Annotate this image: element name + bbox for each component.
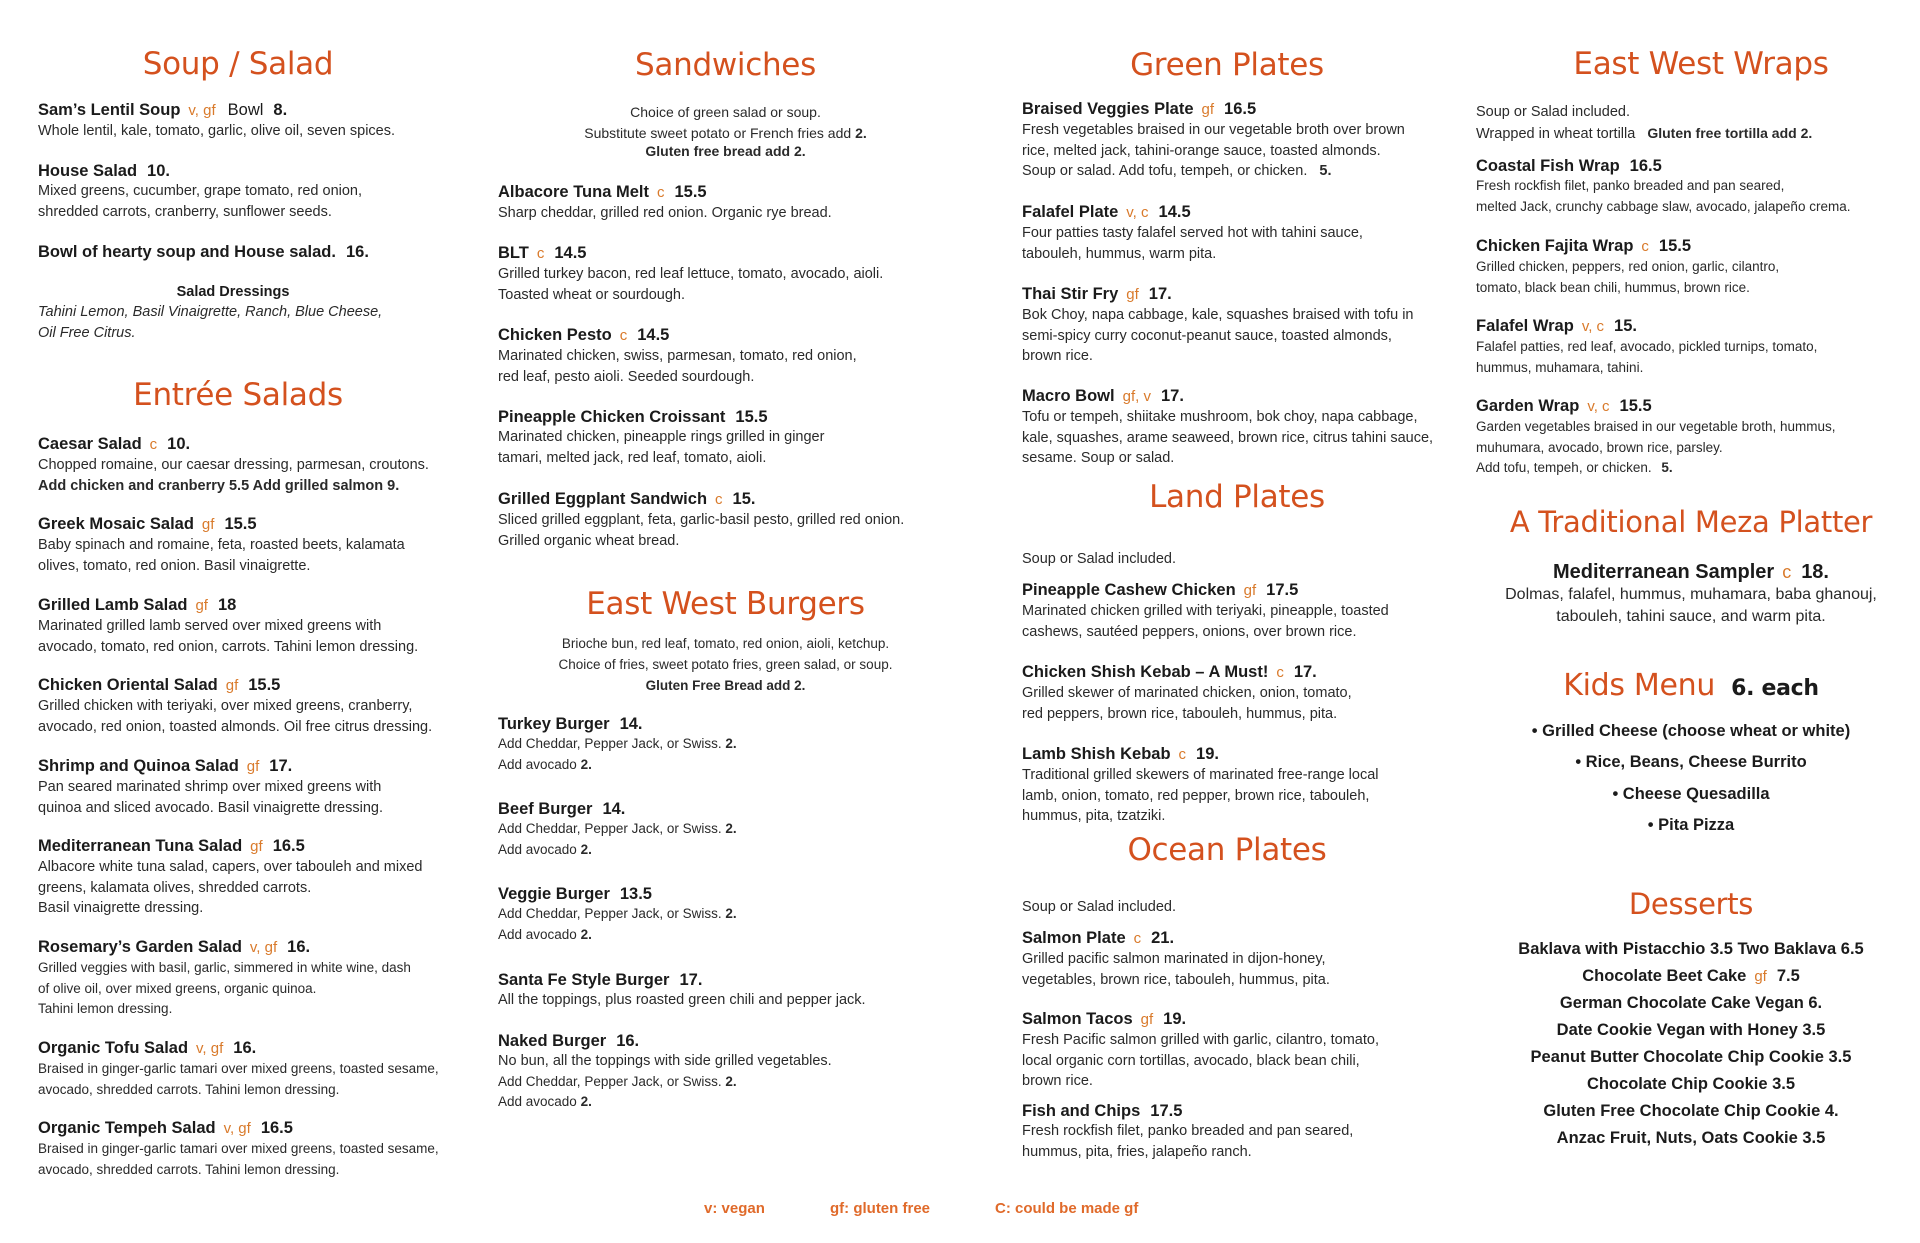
- diet-tag: c: [1178, 746, 1187, 763]
- item-desc: tabouleh, hummus, warm pita.: [1022, 245, 1217, 262]
- addon-price: 2.: [725, 821, 737, 836]
- item-price: 17.5: [1266, 581, 1299, 599]
- item-desc: Albacore white tuna salad, capers, over tabouleh and mixed: [38, 859, 423, 875]
- item-desc: avocado, shredded carrots. Tahini lemon dressing.: [38, 1161, 340, 1177]
- item-price: 15.: [732, 490, 756, 508]
- item-price: 10.: [167, 435, 191, 453]
- menu-item: [498, 407, 953, 468]
- item-price: 15.5: [1619, 397, 1652, 415]
- item-price: 17.: [1148, 285, 1172, 303]
- menu-item: [1476, 396, 1906, 479]
- addon-price: 2.: [580, 1094, 592, 1109]
- item-desc: Add tofu, tempeh, or chicken.: [1476, 460, 1652, 475]
- kids-item: • Grilled Cheese (choose wheat or white): [1531, 722, 1851, 740]
- item-price: 13.5: [619, 885, 652, 903]
- diet-tag: c: [1276, 664, 1284, 681]
- item-desc: Add Cheddar, Pepper Jack, or Swiss.: [498, 906, 722, 921]
- item-price: 14.5: [554, 244, 587, 262]
- menu-item: [1022, 1009, 1442, 1092]
- menu-item: [498, 799, 953, 860]
- item-desc: Add Cheddar, Pepper Jack, or Swiss.: [498, 821, 722, 836]
- burgers-note: [498, 633, 953, 696]
- item-name: Chicken Fajita Wrap: [1476, 237, 1634, 255]
- diet-tag: c: [149, 436, 158, 453]
- diet-tag: gf: [1140, 1011, 1154, 1028]
- soup-salad-title: Soup / Salad: [142, 46, 334, 82]
- note-price: 2.: [855, 125, 867, 141]
- item-name: Braised Veggies Plate: [1022, 100, 1194, 118]
- menu-item: [1022, 1101, 1442, 1162]
- diet-tag: gf: [225, 677, 239, 694]
- note-line: Substitute sweet potato or French fries add: [584, 125, 852, 141]
- item-desc: Marinated chicken grilled with teriyaki, pineapple, toasted: [1022, 603, 1389, 619]
- addon-price: 5.: [1319, 163, 1332, 179]
- item-name: Veggie Burger: [498, 885, 610, 903]
- item-name: House Salad: [38, 162, 138, 180]
- item-desc: sesame. Soup or salad.: [1022, 450, 1175, 466]
- menu-item: [1022, 744, 1442, 827]
- item-desc: vegetables, brown rice, tabouleh, hummus, pita.: [1022, 971, 1330, 988]
- diet-tag: c: [1641, 238, 1649, 255]
- item-desc: quinoa and sliced avocado. Basil vinaigrette dressing.: [38, 799, 383, 816]
- item-desc: Marinated chicken, pineapple rings grilled in ginger: [498, 429, 825, 445]
- menu-item: [38, 434, 458, 496]
- menu-item: [1022, 928, 1442, 990]
- menu-item: [1022, 99, 1442, 182]
- diet-tag: gf: [195, 597, 208, 614]
- dessert-item: Chocolate Chip Cookie 3.5: [1586, 1075, 1796, 1093]
- menu-item: [1022, 580, 1442, 642]
- menu-item: [498, 489, 953, 551]
- item-name: Albacore Tuna Melt: [498, 183, 649, 201]
- burgers-title: East West Burgers: [586, 586, 865, 622]
- menu-item: [1022, 386, 1442, 469]
- item-desc: Sharp cheddar, grilled red onion. Organic rye bread.: [498, 205, 832, 221]
- item-price: 16.: [233, 1039, 257, 1057]
- sandwiches-title: Sandwiches: [635, 47, 816, 83]
- item-desc: Grilled chicken with teriyaki, over mixed greens, cranberry,: [38, 698, 413, 714]
- addon-price: 2.: [725, 906, 737, 921]
- item-desc: Garden vegetables braised in our vegetable broth, hummus,: [1476, 419, 1836, 434]
- menu-item: [38, 514, 458, 576]
- dessert-item: Anzac Fruit, Nuts, Oats Cookie 3.5: [1556, 1129, 1826, 1147]
- item-name: Santa Fe Style Burger: [498, 971, 670, 989]
- menu-item: [38, 595, 458, 657]
- diet-tag: gf: [1243, 582, 1257, 599]
- item-desc: Fresh Pacific salmon grilled with garlic, cilantro, tomato,: [1022, 1032, 1379, 1048]
- item-price: 14.5: [1158, 203, 1191, 221]
- item-price: 14.: [619, 715, 643, 733]
- item-price: 16.: [287, 938, 311, 956]
- item-price: 17.: [679, 971, 703, 989]
- item-price: 16.5: [1224, 100, 1257, 118]
- item-name: Turkey Burger: [498, 715, 610, 733]
- addon-price: 2.: [725, 1073, 737, 1089]
- dessert-price: 7.5: [1776, 967, 1800, 985]
- item-desc: Four patties tasty falafel served hot with tahini sauce,: [1022, 225, 1363, 241]
- item-desc: Mixed greens, cucumber, grape tomato, red onion,: [38, 183, 363, 199]
- desserts-title: Desserts: [1628, 887, 1754, 921]
- item-desc: brown rice.: [1022, 348, 1093, 364]
- item-name: Pineapple Cashew Chicken: [1022, 581, 1236, 599]
- note-line: Gluten Free Bread add 2.: [645, 678, 806, 693]
- land-plates-note: Soup or Salad included.: [1022, 551, 1176, 567]
- menu-item: [498, 714, 953, 775]
- menu-item: [38, 836, 458, 919]
- kids-item: • Cheese Quesadilla: [1612, 785, 1770, 803]
- diet-tag: gf, v: [1122, 388, 1151, 405]
- kids-menu-title: [1476, 668, 1906, 703]
- item-price: 17.: [269, 757, 293, 775]
- item-desc: Grilled skewer of marinated chicken, onion, tomato,: [1022, 685, 1352, 701]
- item-name: Falafel Plate: [1022, 203, 1119, 221]
- item-desc: Toasted wheat or sourdough.: [498, 286, 686, 303]
- item-name: Naked Burger: [498, 1032, 607, 1050]
- menu-item: [38, 1118, 458, 1180]
- item-desc: olives, tomato, red onion. Basil vinaigrette.: [38, 557, 311, 574]
- item-name: Salmon Plate: [1022, 929, 1126, 947]
- menu-item: [498, 325, 953, 387]
- diet-tag: v, gf: [196, 1040, 224, 1057]
- diet-tag: c: [619, 327, 628, 344]
- menu-item: [38, 937, 458, 1020]
- addon-price: 2.: [580, 926, 592, 942]
- item-desc: Falafel patties, red leaf, avocado, pickled turnips, tomato,: [1476, 339, 1818, 354]
- item-name: Shrimp and Quinoa Salad: [38, 757, 239, 775]
- note-line: Choice of green salad or soup.: [630, 104, 821, 120]
- menu-item: [38, 161, 458, 222]
- menu-item: [498, 1031, 953, 1113]
- diet-tag: c: [656, 184, 665, 201]
- legend-vegan: v: vegan: [704, 1200, 765, 1217]
- item-name: Salmon Tacos: [1022, 1010, 1133, 1028]
- diet-tag: v, gf: [223, 1120, 251, 1137]
- diet-tag: c: [715, 491, 723, 508]
- dessert-item: Baklava with Pistacchio 3.5 Two Baklava 6.5: [1518, 940, 1864, 958]
- item-desc: shredded carrots, cranberry, sunflower seeds.: [38, 203, 332, 220]
- menu-item: [1476, 156, 1906, 217]
- dessert-name: Chocolate Beet Cake: [1582, 967, 1747, 985]
- item-desc: Tahini lemon dressing.: [38, 1001, 173, 1016]
- item-desc: hummus, pita, tzatziki.: [1022, 808, 1166, 824]
- item-name: Mediterranean Tuna Salad: [38, 837, 243, 855]
- diet-tag: c: [1782, 562, 1792, 582]
- item-desc: All the toppings, plus roasted green chili and pepper jack.: [498, 992, 866, 1008]
- item-desc: red leaf, pesto aioli. Seeded sourdough.: [498, 368, 755, 385]
- diet-tag: gf: [201, 516, 215, 533]
- item-desc: Whole lentil, kale, tomato, garlic, olive oil, seven spices.: [38, 123, 396, 139]
- item-price: 10.: [147, 162, 170, 180]
- item-desc: melted Jack, crunchy cabbage slaw, avocado, jalapeño crema.: [1476, 198, 1851, 214]
- item-price: 15.5: [248, 676, 281, 694]
- item-desc: local organic corn tortillas, avocado, black bean chili,: [1022, 1052, 1360, 1069]
- item-price: 17.: [1160, 387, 1184, 405]
- dressings-list: Oil Free Citrus.: [38, 324, 136, 341]
- dessert-item: German Chocolate Cake Vegan 6.: [1559, 994, 1823, 1012]
- item-price: 15.5: [224, 515, 257, 533]
- diet-tag: v, c: [1587, 398, 1610, 415]
- item-desc: Grilled turkey bacon, red leaf lettuce, tomato, avocado, aioli.: [498, 266, 884, 282]
- item-desc: kale, squashes, arame seaweed, brown rice, citrus tahini sauce,: [1022, 429, 1434, 446]
- diet-tag: gf: [246, 758, 260, 775]
- item-addon: Add chicken and cranberry 5.5 Add grilled salmon 9.: [38, 477, 400, 494]
- item-price: 15.5: [674, 183, 707, 201]
- menu-item: [1022, 662, 1442, 724]
- menu-item: [1476, 236, 1906, 298]
- item-price: 18: [217, 596, 237, 614]
- note-bold: Gluten free tortilla add 2.: [1647, 124, 1813, 141]
- note-line: Wrapped in wheat tortilla: [1476, 125, 1636, 142]
- item-price: 14.: [602, 800, 626, 818]
- item-price: 18.: [1801, 561, 1829, 583]
- item-desc: avocado, red onion, toasted almonds. Oil free citrus dressing.: [38, 718, 433, 735]
- item-desc: Fresh rockfish filet, panko breaded and pan seared,: [1022, 1123, 1354, 1139]
- diet-tag: gf: [1126, 286, 1139, 303]
- green-plates-title: Green Plates: [1130, 47, 1324, 83]
- item-desc: Basil vinaigrette dressing.: [38, 900, 204, 916]
- item-name: Organic Tempeh Salad: [38, 1119, 216, 1137]
- diet-tag: v, c: [1581, 318, 1605, 335]
- item-desc: hummus, muhamara, tahini.: [1476, 359, 1644, 375]
- note-line: Gluten free bread add 2.: [645, 143, 806, 159]
- item-desc: No bun, all the toppings with side grilled vegetables.: [498, 1053, 832, 1069]
- item-price: 16.5: [260, 1119, 293, 1137]
- item-desc: Grilled pacific salmon marinated in dijon-honey,: [1022, 951, 1326, 967]
- menu-item: [38, 242, 458, 262]
- diet-tag: c: [1133, 930, 1142, 947]
- item-desc: tamari, melted jack, red leaf, tomato, aioli.: [498, 449, 767, 466]
- item-desc: Braised in ginger-garlic tamari over mixed greens, toasted sesame,: [38, 1061, 439, 1076]
- item-desc: Add avocado: [498, 926, 577, 942]
- item-name: Chicken Pesto: [498, 326, 612, 344]
- item-price: 16.5: [272, 837, 305, 855]
- item-desc: Grilled veggies with basil, garlic, simmered in white wine, dash: [38, 960, 411, 975]
- item-name: Rosemary’s Garden Salad: [38, 938, 242, 956]
- meza-title: A Traditional Meza Platter: [1509, 505, 1873, 539]
- menu-item: [38, 100, 458, 142]
- item-price: 19.: [1196, 745, 1219, 763]
- item-name: Grilled Eggplant Sandwich: [498, 490, 708, 508]
- entree-salads-title: Entrée Salads: [133, 377, 343, 413]
- item-desc: Add Cheddar, Pepper Jack, or Swiss.: [498, 736, 722, 751]
- menu-item: [1476, 316, 1906, 378]
- item-price: 21.: [1151, 929, 1175, 947]
- item-desc: Tofu or tempeh, shiitake mushroom, bok choy, napa cabbage,: [1022, 409, 1418, 425]
- item-desc: Chopped romaine, our caesar dressing, parmesan, croutons.: [38, 457, 429, 473]
- item-price: 17.: [1293, 663, 1317, 681]
- item-desc: avocado, shredded carrots. Tahini lemon dressing.: [38, 1081, 340, 1097]
- item-name: Pineapple Chicken Croissant: [498, 408, 726, 426]
- item-desc: rice, melted jack, tahini-orange sauce, toasted almonds.: [1022, 142, 1381, 159]
- diet-tag: gf: [250, 838, 263, 855]
- addon-price: 2.: [580, 756, 592, 772]
- kids-item: • Rice, Beans, Cheese Burrito: [1575, 753, 1807, 771]
- item-price: 16.: [616, 1032, 640, 1050]
- item-name: Macro Bowl: [1022, 387, 1115, 405]
- kids-item: • Pita Pizza: [1647, 816, 1735, 834]
- item-desc: semi-spicy curry coconut-peanut sauce, toasted almonds,: [1022, 327, 1392, 344]
- legend-could-be-gf: C: could be made gf: [995, 1200, 1139, 1217]
- item-price: 14.5: [637, 326, 670, 344]
- item-extra: Bowl: [227, 101, 264, 119]
- item-desc: Add avocado: [498, 756, 577, 772]
- item-desc: Braised in ginger-garlic tamari over mixed greens, toasted sesame,: [38, 1141, 439, 1156]
- dressings-list: Tahini Lemon, Basil Vinaigrette, Ranch, Blue Cheese,: [38, 304, 383, 320]
- menu-item: [498, 970, 953, 1011]
- item-name: Sam’s Lentil Soup: [38, 101, 181, 119]
- item-name: Thai Stir Fry: [1022, 285, 1119, 303]
- menu-item: [38, 756, 458, 818]
- item-desc: Grilled chicken, peppers, red onion, garlic, cilantro,: [1476, 259, 1780, 274]
- item-price: 19.: [1163, 1010, 1187, 1028]
- diet-tag: v, c: [1126, 204, 1149, 221]
- dessert-item: Peanut Butter Chocolate Chip Cookie 3.5: [1530, 1048, 1852, 1066]
- land-plates-title: Land Plates: [1149, 479, 1325, 515]
- item-price: 16.5: [1629, 157, 1662, 175]
- item-desc: avocado, tomato, red onion, carrots. Tahini lemon dressing.: [38, 638, 419, 655]
- item-desc: Fresh vegetables braised in our vegetable broth over brown: [1022, 122, 1405, 138]
- item-desc: lamb, onion, tomato, red pepper, brown rice, tabouleh,: [1022, 787, 1370, 804]
- addon-price: 2.: [580, 841, 592, 857]
- kids-price: 6. each: [1731, 676, 1819, 701]
- dessert-item: [1476, 967, 1906, 986]
- item-desc: Add Cheddar, Pepper Jack, or Swiss.: [498, 1073, 722, 1089]
- menu-item: [498, 243, 953, 305]
- addon-price: 2.: [725, 736, 737, 751]
- item-desc: hummus, pita, fries, jalapeño ranch.: [1022, 1143, 1252, 1160]
- diet-tag: v, gf: [188, 102, 216, 119]
- item-desc: brown rice.: [1022, 1073, 1093, 1089]
- dessert-item: Date Cookie Vegan with Honey 3.5: [1556, 1021, 1826, 1039]
- item-price: 16.: [345, 243, 369, 261]
- item-price: 15.5: [735, 408, 768, 426]
- item-desc: Add avocado: [498, 1094, 577, 1109]
- kids-title-text: Kids Menu: [1563, 668, 1716, 703]
- sandwiches-note: [498, 102, 953, 162]
- ocean-plates-note: Soup or Salad included.: [1022, 899, 1176, 915]
- menu-item: [498, 182, 953, 224]
- item-desc: Add avocado: [498, 841, 577, 857]
- note-line: Choice of fries, sweet potato fries, green salad, or soup.: [558, 657, 893, 672]
- item-desc: cashews, sautéed peppers, onions, over brown rice.: [1022, 623, 1357, 640]
- item-desc: greens, kalamata olives, shredded carrots.: [38, 879, 312, 896]
- item-price: 8.: [273, 101, 288, 119]
- meza-item: [1476, 560, 1906, 628]
- diet-tag: gf: [1201, 101, 1215, 118]
- item-name: Greek Mosaic Salad: [38, 515, 194, 533]
- item-name: Organic Tofu Salad: [38, 1039, 189, 1057]
- note-line: Soup or Salad included.: [1476, 104, 1630, 120]
- item-name: Bowl of hearty soup and House salad.: [38, 243, 336, 261]
- item-desc: Pan seared marinated shrimp over mixed greens with: [38, 779, 382, 795]
- item-price: 15.: [1614, 317, 1637, 335]
- menu-item: [38, 675, 458, 737]
- item-desc: Sliced grilled eggplant, feta, garlic-basil pesto, grilled red onion.: [498, 512, 905, 528]
- item-desc: Grilled organic wheat bread.: [498, 532, 680, 549]
- item-desc: tabouleh, tahini sauce, and warm pita.: [1556, 608, 1826, 625]
- item-desc: Baby spinach and romaine, feta, roasted beets, kalamata: [38, 537, 405, 553]
- note-line: Brioche bun, red leaf, tomato, red onion, aioli, ketchup.: [561, 636, 890, 651]
- menu-item: [498, 884, 953, 945]
- item-desc: of olive oil, over mixed greens, organic quinoa.: [38, 980, 317, 996]
- ocean-plates-title: Ocean Plates: [1127, 832, 1327, 868]
- item-name: Chicken Oriental Salad: [38, 676, 218, 694]
- item-desc: Soup or salad. Add tofu, tempeh, or chicken.: [1022, 163, 1308, 179]
- menu-item: [1022, 284, 1442, 367]
- item-name: Chicken Shish Kebab – A Must!: [1022, 663, 1269, 681]
- item-desc: tomato, black bean chili, hummus, brown rice.: [1476, 279, 1750, 295]
- item-desc: Bok Choy, napa cabbage, kale, squashes braised with tofu in: [1022, 307, 1414, 323]
- salad-dressings: [38, 282, 458, 343]
- dressings-title: Salad Dressings: [176, 284, 290, 300]
- item-name: Caesar Salad: [38, 435, 142, 453]
- item-desc: Marinated grilled lamb served over mixed greens with: [38, 618, 382, 634]
- diet-tag: v, gf: [249, 939, 278, 956]
- item-desc: Marinated chicken, swiss, parmesan, tomato, red onion,: [498, 348, 857, 364]
- wraps-note: [1476, 102, 1906, 144]
- dessert-item: Gluten Free Chocolate Chip Cookie 4.: [1543, 1102, 1839, 1120]
- item-price: 15.5: [1658, 237, 1692, 255]
- addon-price: 5.: [1661, 460, 1673, 475]
- item-name: Garden Wrap: [1476, 397, 1580, 415]
- item-desc: Fresh rockfish filet, panko breaded and pan seared,: [1476, 178, 1785, 193]
- item-name: Coastal Fish Wrap: [1476, 157, 1620, 175]
- item-name: Mediterranean Sampler: [1552, 561, 1775, 583]
- diet-tag: gf: [1754, 968, 1767, 985]
- item-name: Beef Burger: [498, 800, 593, 818]
- legend-gluten-free: gf: gluten free: [830, 1200, 930, 1217]
- item-name: Grilled Lamb Salad: [38, 596, 188, 614]
- item-name: Lamb Shish Kebab: [1022, 745, 1171, 763]
- wraps-title: East West Wraps: [1573, 46, 1829, 82]
- item-name: Falafel Wrap: [1476, 317, 1574, 335]
- item-desc: red peppers, brown rice, tabouleh, hummus, pita.: [1022, 705, 1338, 722]
- diet-tag: c: [536, 245, 545, 262]
- item-price: 17.5: [1150, 1102, 1183, 1120]
- item-desc: Dolmas, falafel, hummus, muhamara, baba ghanouj,: [1505, 586, 1877, 603]
- item-desc: muhumara, avocado, brown rice, parsley.: [1476, 439, 1723, 455]
- item-name: Fish and Chips: [1022, 1102, 1141, 1120]
- item-name: BLT: [498, 244, 529, 262]
- menu-item: [38, 1038, 458, 1100]
- item-desc: Traditional grilled skewers of marinated free-range local: [1022, 767, 1379, 783]
- menu-item: [1022, 202, 1442, 264]
